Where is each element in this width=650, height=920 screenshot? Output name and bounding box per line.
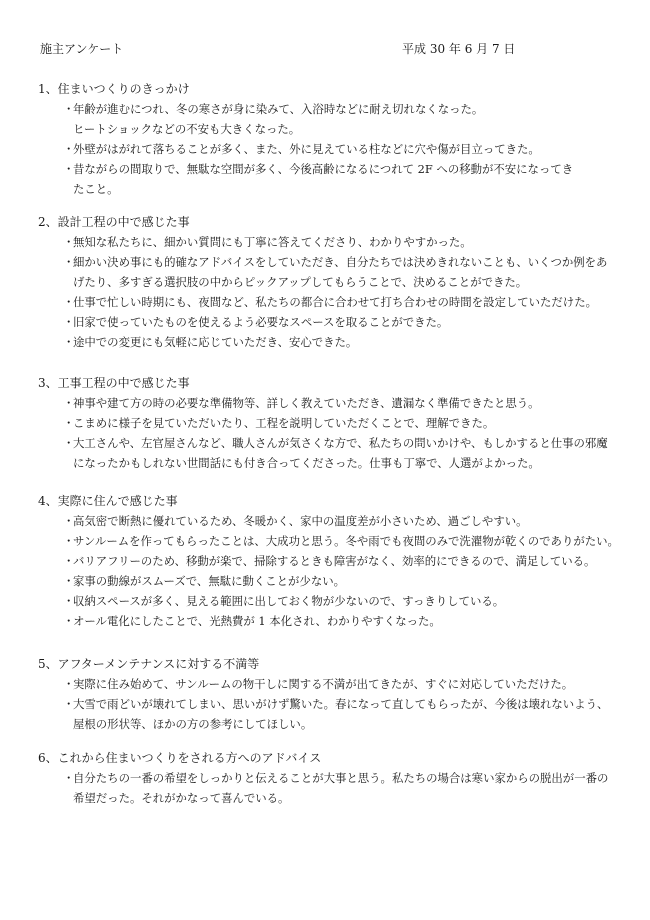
list-item (38, 511, 618, 531)
document-date: 平成 30 年 6 月 7 日 (402, 42, 516, 56)
document-title: 施主アンケート (40, 42, 124, 56)
item-text-line: バリアフリーのため、移動が楽で、掃除するときも障害がなく、効率的にできるので、満足している。 (73, 554, 596, 568)
section-item-list (38, 768, 618, 808)
list-item (38, 551, 618, 571)
bullet-mark: ・ (63, 677, 75, 691)
section-item-list (38, 393, 618, 473)
list-item (38, 674, 618, 694)
list-item (38, 99, 618, 139)
item-text-line: 神事や建て方の時の必要な準備物等、詳しく教えていただき、遺漏なく準備できたと思う。 (73, 396, 540, 410)
item-text-line: 細かい決め事にも的確なアドバイスをしていただき、自分たちでは決めきれないことも、いくつか例をあ (73, 255, 608, 269)
item-text-line: げたり、多すぎる選択肢の中からピックアップしてもらうことで、決めることができた。 (73, 275, 528, 289)
list-item (38, 332, 618, 352)
section-heading: 1、住まいつくりのきっかけ (38, 82, 190, 96)
list-item (38, 292, 618, 312)
list-item (38, 413, 618, 433)
bullet-mark: ・ (63, 295, 75, 309)
list-item (38, 591, 618, 611)
list-item (38, 571, 618, 591)
section-heading: 5、アフターメンテナンスに対する不満等 (38, 657, 260, 671)
section-heading: 4、実際に住んで感じた事 (38, 494, 178, 508)
section-2 (38, 212, 618, 352)
section-4 (38, 491, 618, 631)
item-text-line: 自分たちの一番の希望をしっかりと伝えることが大事と思う。私たちの場合は寒い家からの脱出が一番の (73, 771, 609, 785)
item-text-line: 家事の動線がスムーズで、無駄に動くことが少ない。 (73, 574, 346, 588)
item-text-line: になったかもしれない世間話にも付き合ってくださった。仕事も丁寧で、人選がよかった。 (73, 456, 540, 470)
list-item (38, 159, 618, 199)
section-heading: 3、工事工程の中で感じた事 (38, 376, 190, 390)
bullet-mark: ・ (63, 594, 75, 608)
item-text-line: たこと。 (73, 182, 119, 196)
bullet-mark: ・ (63, 534, 75, 548)
item-text-line: オール電化にしたことで、光熱費が 1 本化され、わかりやすくなった。 (73, 614, 441, 628)
bullet-mark: ・ (63, 255, 75, 269)
item-text-line: 旧家で使っていたものを使えるよう必要なスペースを取ることができた。 (73, 315, 449, 329)
section-6 (38, 748, 618, 808)
bullet-mark: ・ (63, 235, 75, 249)
bullet-mark: ・ (63, 416, 75, 430)
section-item-list (38, 674, 618, 734)
list-item (38, 139, 618, 159)
section-5 (38, 654, 618, 734)
item-text-line: 屋根の形状等、ほかの方の参考にしてほしい。 (73, 717, 313, 731)
list-item (38, 531, 618, 551)
list-item (38, 312, 618, 332)
bullet-mark: ・ (63, 554, 75, 568)
bullet-mark: ・ (63, 436, 75, 450)
item-text-line: 年齢が進むにつれ、冬の寒さが身に染みて、入浴時などに耐え切れなくなった。 (73, 102, 484, 116)
bullet-mark: ・ (63, 315, 75, 329)
item-text-line: 無知な私たちに、細かい質問にも丁寧に答えてくださり、わかりやすかった。 (73, 235, 472, 249)
section-item-list (38, 232, 618, 352)
item-text-line: 実際に住み始めて、サンルームの物干しに関する不満が出てきたが、すぐに対応していただけた。 (73, 677, 574, 691)
item-text-line: 外壁がはがれて落ちることが多く、また、外に見えている柱などに穴や傷が目立ってきた。 (73, 142, 540, 156)
item-text-line: 大工さんや、左官屋さんなど、職人さんが気さくな方で、私たちの問いかけや、もしかすると仕事の邪魔 (73, 436, 608, 450)
section-heading: 2、設計工程の中で感じた事 (38, 215, 190, 229)
item-text-line: 高気密で断熱に優れているため、冬暖かく、家中の温度差が小さいため、過ごしやすい。 (73, 514, 528, 528)
list-item (38, 393, 618, 413)
bullet-mark: ・ (63, 771, 75, 785)
item-text-line: こまめに様子を見ていただいたり、工程を説明していただくことで、理解できた。 (73, 416, 495, 430)
item-text-line: 希望だった。それがかなって喜んでいる。 (73, 791, 290, 805)
item-text-line: 収納スペースが多く、見える範囲に出しておく物が少ないので、すっきりしている。 (73, 594, 505, 608)
section-item-list (38, 99, 618, 199)
section-heading: 6、これから住まいつくりをされる方へのアドバイス (38, 751, 322, 765)
list-item (38, 252, 618, 292)
list-item (38, 694, 618, 734)
bullet-mark: ・ (63, 335, 75, 349)
item-text-line: 途中での変更にも気軽に応じていただき、安心できた。 (73, 335, 358, 349)
bullet-mark: ・ (63, 514, 75, 528)
bullet-mark: ・ (63, 162, 75, 176)
item-text-line: ヒートショックなどの不安も大きくなった。 (73, 122, 301, 136)
bullet-mark: ・ (63, 614, 75, 628)
list-item (38, 611, 618, 631)
section-item-list (38, 511, 618, 631)
section-1 (38, 79, 618, 199)
item-text-line: 大雪で雨どいが壊れてしまい、思いがけず驚いた。春になって直してもらったが、今後は壊れないよう、 (73, 697, 609, 711)
bullet-mark: ・ (63, 142, 75, 156)
bullet-mark: ・ (63, 102, 75, 116)
section-3 (38, 373, 618, 473)
item-text-line: 昔ながらの間取りで、無駄な空間が多く、今後高齢になるにつれて 2F への移動が不安になってき (73, 162, 574, 176)
list-item (38, 768, 618, 808)
list-item (38, 433, 618, 473)
document-header (40, 40, 600, 56)
item-text-line: サンルームを作ってもらったことは、大成功と思う。冬や雨でも夜間のみで洗濯物が乾くのでありがたい。 (73, 534, 619, 548)
bullet-mark: ・ (63, 697, 75, 711)
list-item (38, 232, 618, 252)
bullet-mark: ・ (63, 396, 75, 410)
item-text-line: 仕事で忙しい時期にも、夜間など、私たちの都合に合わせて打ち合わせの時間を設定していただけた。 (73, 295, 597, 309)
bullet-mark: ・ (63, 574, 75, 588)
